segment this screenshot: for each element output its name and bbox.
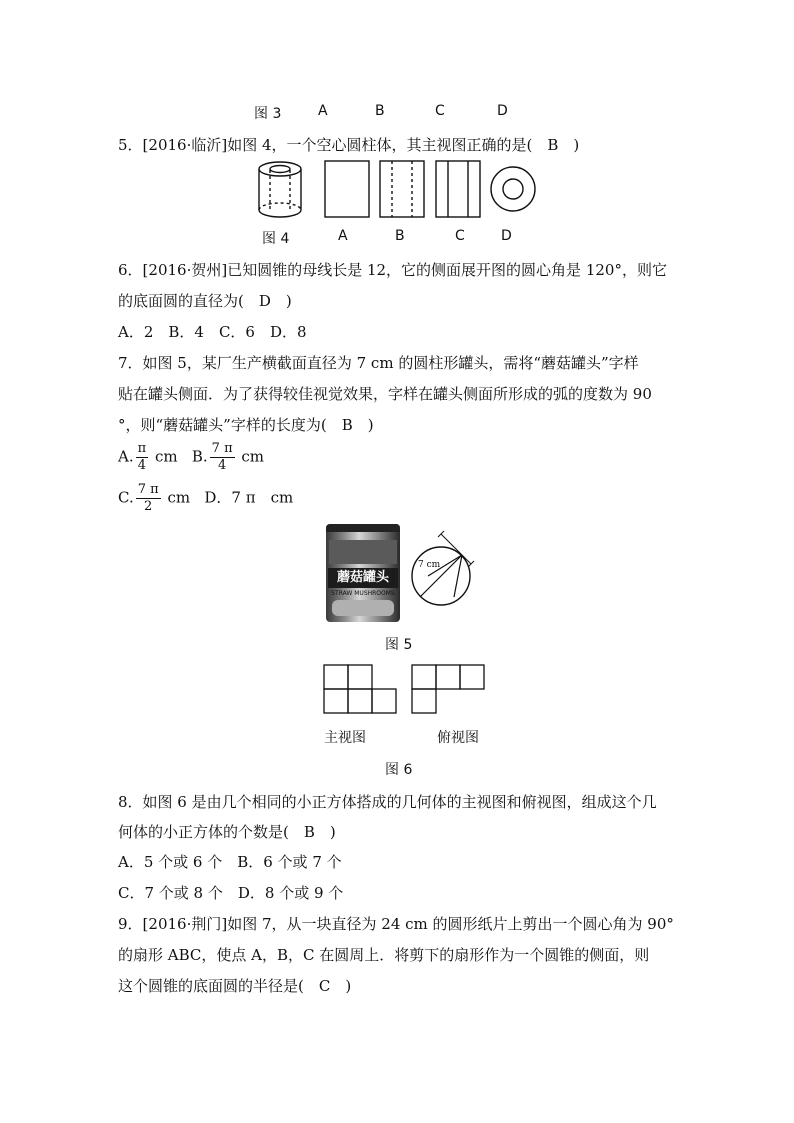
q7-option-a-unit: cm — [154, 447, 178, 466]
fig4-caption: 图 4 — [262, 231, 290, 247]
fig3-option-c: C — [435, 103, 445, 119]
q7-line1: 7．如图 5，某厂生产横截面直径为 7 cm 的圆柱形罐头，需将“蘑菇罐头”字样 — [118, 354, 639, 372]
q8-line1: 8．如图 6 是由几个相同的小正方体搭成的几何体的主视图和俯视图，组成这个几 — [118, 793, 657, 811]
q7-option-a-den: 4 — [137, 458, 147, 473]
q9-line1: 9．[2016·荆门]如图 7，从一块直径为 24 cm 的圆形纸片上剪出一个圆心角为 90° — [118, 915, 674, 933]
fig4-option-b-drawing — [380, 161, 424, 217]
fig4-figure — [250, 158, 550, 222]
q7-option-c-prefix: C. — [118, 488, 134, 507]
q7-options-cd — [118, 482, 293, 515]
fig4-option-d: D — [501, 228, 512, 244]
q7-option-a-num: π — [137, 441, 147, 456]
fig6-caption: 图 6 — [385, 762, 413, 778]
q9-line2: 的扇形 ABC，使点 A，B，C 在圆周上．将剪下的扇形作为一个圆锥的侧面，则 — [118, 946, 650, 964]
fig4-option-a: A — [338, 228, 348, 244]
fig4-option-a-drawing — [325, 161, 369, 217]
q7-option-d: D．7 π cm — [204, 488, 294, 507]
can-sublabel: STRAW MUSHROOMS — [331, 590, 395, 597]
fig5-circle-diagram — [408, 530, 474, 610]
can-label: 蘑菇罐头 — [328, 568, 398, 588]
q7-option-a-prefix: A. — [118, 447, 134, 466]
fig5-circle-label: 7 cm — [418, 560, 441, 570]
q7-option-c-num: 7 π — [137, 482, 159, 497]
q7-option-c-fraction — [136, 482, 161, 515]
q7-line2: 贴在罐头侧面．为了获得较佳视觉效果，字样在罐头侧面所形成的弧的度数为 90 — [118, 385, 652, 403]
fig4-option-d-drawing — [491, 167, 535, 211]
front-view-grid — [324, 665, 396, 713]
q6-line1: 6．[2016·贺州]已知圆锥的母线长是 12，它的侧面展开图的圆心角是 120°，则它 — [118, 261, 667, 279]
fig3-option-a: A — [318, 103, 328, 119]
q7-option-b-prefix: B. — [191, 447, 208, 466]
fig3-option-b: B — [375, 103, 385, 119]
q6-line2: 的底面圆的直径为( D ) — [118, 292, 292, 310]
q7-option-b-unit: cm — [241, 447, 265, 466]
fig4-option-c-drawing — [436, 161, 480, 217]
fig6-top-view-label: 俯视图 — [437, 730, 479, 746]
fig6-views — [322, 663, 492, 715]
q7-option-a-fraction — [136, 441, 149, 474]
q9-line3: 这个圆锥的底面圆的半径是( C ) — [118, 977, 352, 995]
fig5-caption: 图 5 — [385, 637, 413, 653]
q6-choices: A．2 B．4 C．6 D．8 — [118, 323, 307, 341]
q7-options-ab — [118, 441, 264, 474]
can-photo — [326, 524, 400, 622]
hollow-cylinder-drawing — [259, 162, 301, 217]
q7-option-b-fraction — [210, 441, 235, 474]
top-view-grid — [412, 665, 484, 713]
fig4-option-c: C — [455, 228, 465, 244]
fig6-front-view-label: 主视图 — [324, 730, 366, 746]
q7-option-c-unit: cm — [167, 488, 191, 507]
q8-line2: 何体的小正方体的个数是( B ) — [118, 823, 336, 841]
q8-choices1: A．5 个或 6 个 B．6 个或 7 个 — [118, 853, 342, 871]
q8-choices2: C．7 个或 8 个 D．8 个或 9 个 — [118, 884, 344, 902]
fig4-option-b: B — [395, 228, 405, 244]
q7-option-c-den: 2 — [144, 499, 153, 514]
fig3-option-d: D — [497, 103, 508, 119]
fig3-caption: 图 3 — [254, 106, 282, 122]
q7-option-b-num: 7 π — [211, 441, 233, 456]
q7-line3: °，则“蘑菇罐头”字样的长度为( B ) — [118, 416, 374, 434]
q5-text: 5．[2016·临沂]如图 4，一个空心圆柱体，其主视图正确的是( B ) — [118, 136, 580, 154]
q7-option-b-den: 4 — [218, 458, 227, 473]
